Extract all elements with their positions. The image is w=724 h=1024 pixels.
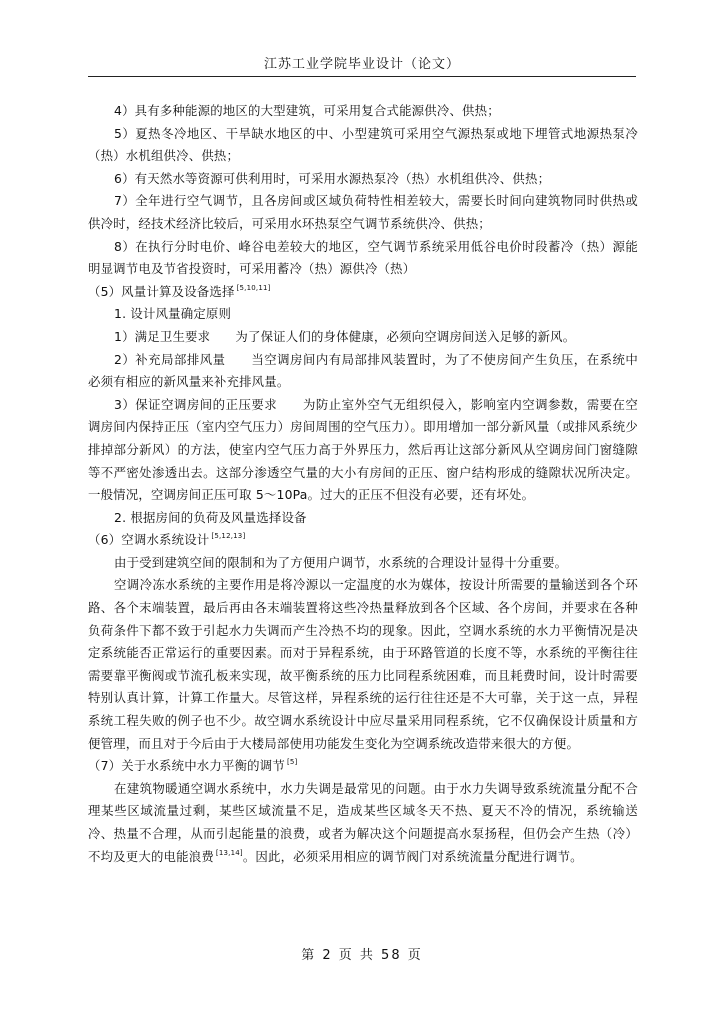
paragraph xyxy=(88,574,638,755)
paragraph-text: 2）补充局部排风量 当空调房间内有局部排风装置时，为了不使房间产生负压，在系统中必须有相应的新风量来补充排风量。 xyxy=(88,351,638,390)
paragraph xyxy=(88,123,638,168)
body-text xyxy=(88,100,638,868)
paragraph-text: 7）全年进行空气调节，且各房间或区域负荷特性相差较大，需要长时间向建筑物同时供热或供冷时，经技术经济比较后，可采用水环热泵空气调节系统供冷、供热； xyxy=(88,193,638,231)
paragraph-text: 空调冷冻水系统的主要作用是将冷源以一定温度的水为媒体，按设计所需要的量输送到各个环路、各个末端装置，最后再由各末端装置将这些冷热量释放到各个区域、各个房间，并要求在各种负荷条件下都不致于引起水力失调而产生冷热不均的现象。因此，空调水系统的水力平衡情况是决定系统能否正常运行的重要因素。而对于异程系统，由于环路管道的长度不等，水系统的平衡往往需要靠平衡阀或节流孔板来实现，故平衡系统的压力比同程系统困难，而且耗费时间，设计时需要特别认真计算，计算工作量大。尽管这样，异程系统的运行往往还是不大可靠，关于这一点，异程系统工程失败的例子也不少。故空调水系统设计中应尽量采用同程系统，它不仅确保设计质量和方便管理，而且对于今后由于大楼局部使用功能发生变化为空调系统改造带来很大的方便。 xyxy=(88,577,638,751)
paragraph-text: 3）保证空调房间的正压要求 为防止室外空气无组织侵入，影响室内空调参数，需要在空调房间内保持正压（室内空气压力）房间周围的空气压力）。即用增加一部分新风量（或排风系统少排掉部分新风）的方法，使室内空气压力高于外界压力，然后再让这部分新风从空调房间门窗缝隙等不严密处渗透出去。这部分渗透空气量的大小有房间的正压、窗户结构形成的缝隙状况所决定。一般情况，空调房间正压可取 5～10Pa。过大的正压不但没有必要，还有坏处。 xyxy=(88,396,638,503)
paragraph-text: 2. 根据房间的负荷及风量选择设备 xyxy=(114,509,307,525)
citation-ref: [13,14] xyxy=(215,848,243,857)
paragraph xyxy=(88,236,638,281)
paragraph-text: 5）夏热冬冷地区、干旱缺水地区的中、小型建筑可采用空气源热泵或地下埋管式地源热泵冷（热）水机组供冷、供热； xyxy=(88,125,638,164)
paragraph-text: 4）具有多种能源的地区的大型建筑，可采用复合式能源供冷、供热； xyxy=(114,103,500,118)
citation-ref: [5] xyxy=(286,758,298,767)
paragraph xyxy=(88,349,638,394)
paragraph xyxy=(88,394,638,507)
paragraph-text: 1. 设计风量确定原则 xyxy=(114,306,232,322)
paragraph xyxy=(88,190,638,235)
paragraph xyxy=(88,168,638,191)
paragraph xyxy=(88,100,638,123)
paragraph xyxy=(88,778,638,868)
paragraph-text: 由于受到建筑空间的限制和为了方便用户调节，水系统的合理设计显得十分重要。 xyxy=(114,554,568,570)
paragraph-text: 1）满足卫生要求 为了保证人们的身体健康，必须向空调房间送入足够的新风。 xyxy=(114,328,576,344)
paragraph-tail-text: 。因此，必须采用相应的调节阀门对系统流量分配进行调节。 xyxy=(242,848,583,864)
citation-ref: [5,10,11] xyxy=(236,283,271,292)
paragraph-text: 在建筑物暖通空调水系统中，水力失调是最常见的问题。由于水力失调导致系统流量分配不合理某些区域流量过剩，某些区域流量不足，造成某些区域冬天不热、夏天不冷的情况，系统输送冷、热量不合理，从而引起能量的浪费，或者为解决这个问题提高水泵扬程，但仍会产生热（冷）不均及更大的电能浪费 xyxy=(88,780,638,864)
paragraph-text: 8）在执行分时电价、峰谷电差较大的地区，空气调节系统采用低谷电价时段蓄冷（热）源能明显调节电及节省投资时，可采用蓄冷（热）源供冷（热） xyxy=(88,238,638,277)
paragraph xyxy=(88,552,638,575)
paragraph xyxy=(88,529,638,552)
paragraph xyxy=(88,281,638,304)
paragraph xyxy=(88,755,638,778)
header-divider xyxy=(88,76,636,77)
citation-ref: [5,12,13] xyxy=(211,532,246,541)
paragraph xyxy=(88,326,638,349)
paragraph-text: （6）空调水系统设计 xyxy=(88,532,210,548)
paragraph-text: （5）风量计算及设备选择 xyxy=(88,283,235,299)
paragraph-text: 6）有天然水等资源可供利用时，可采用水源热泵冷（热）水机组供冷、供热； xyxy=(114,170,551,186)
page-header-title: 江苏工业学院毕业设计（论文） xyxy=(263,57,460,72)
paragraph-text: （7）关于水系统中水力平衡的调节 xyxy=(88,758,285,774)
page-number: 第 2 页 共 58 页 xyxy=(301,948,423,963)
paragraph xyxy=(88,507,638,530)
paragraph xyxy=(88,303,638,326)
